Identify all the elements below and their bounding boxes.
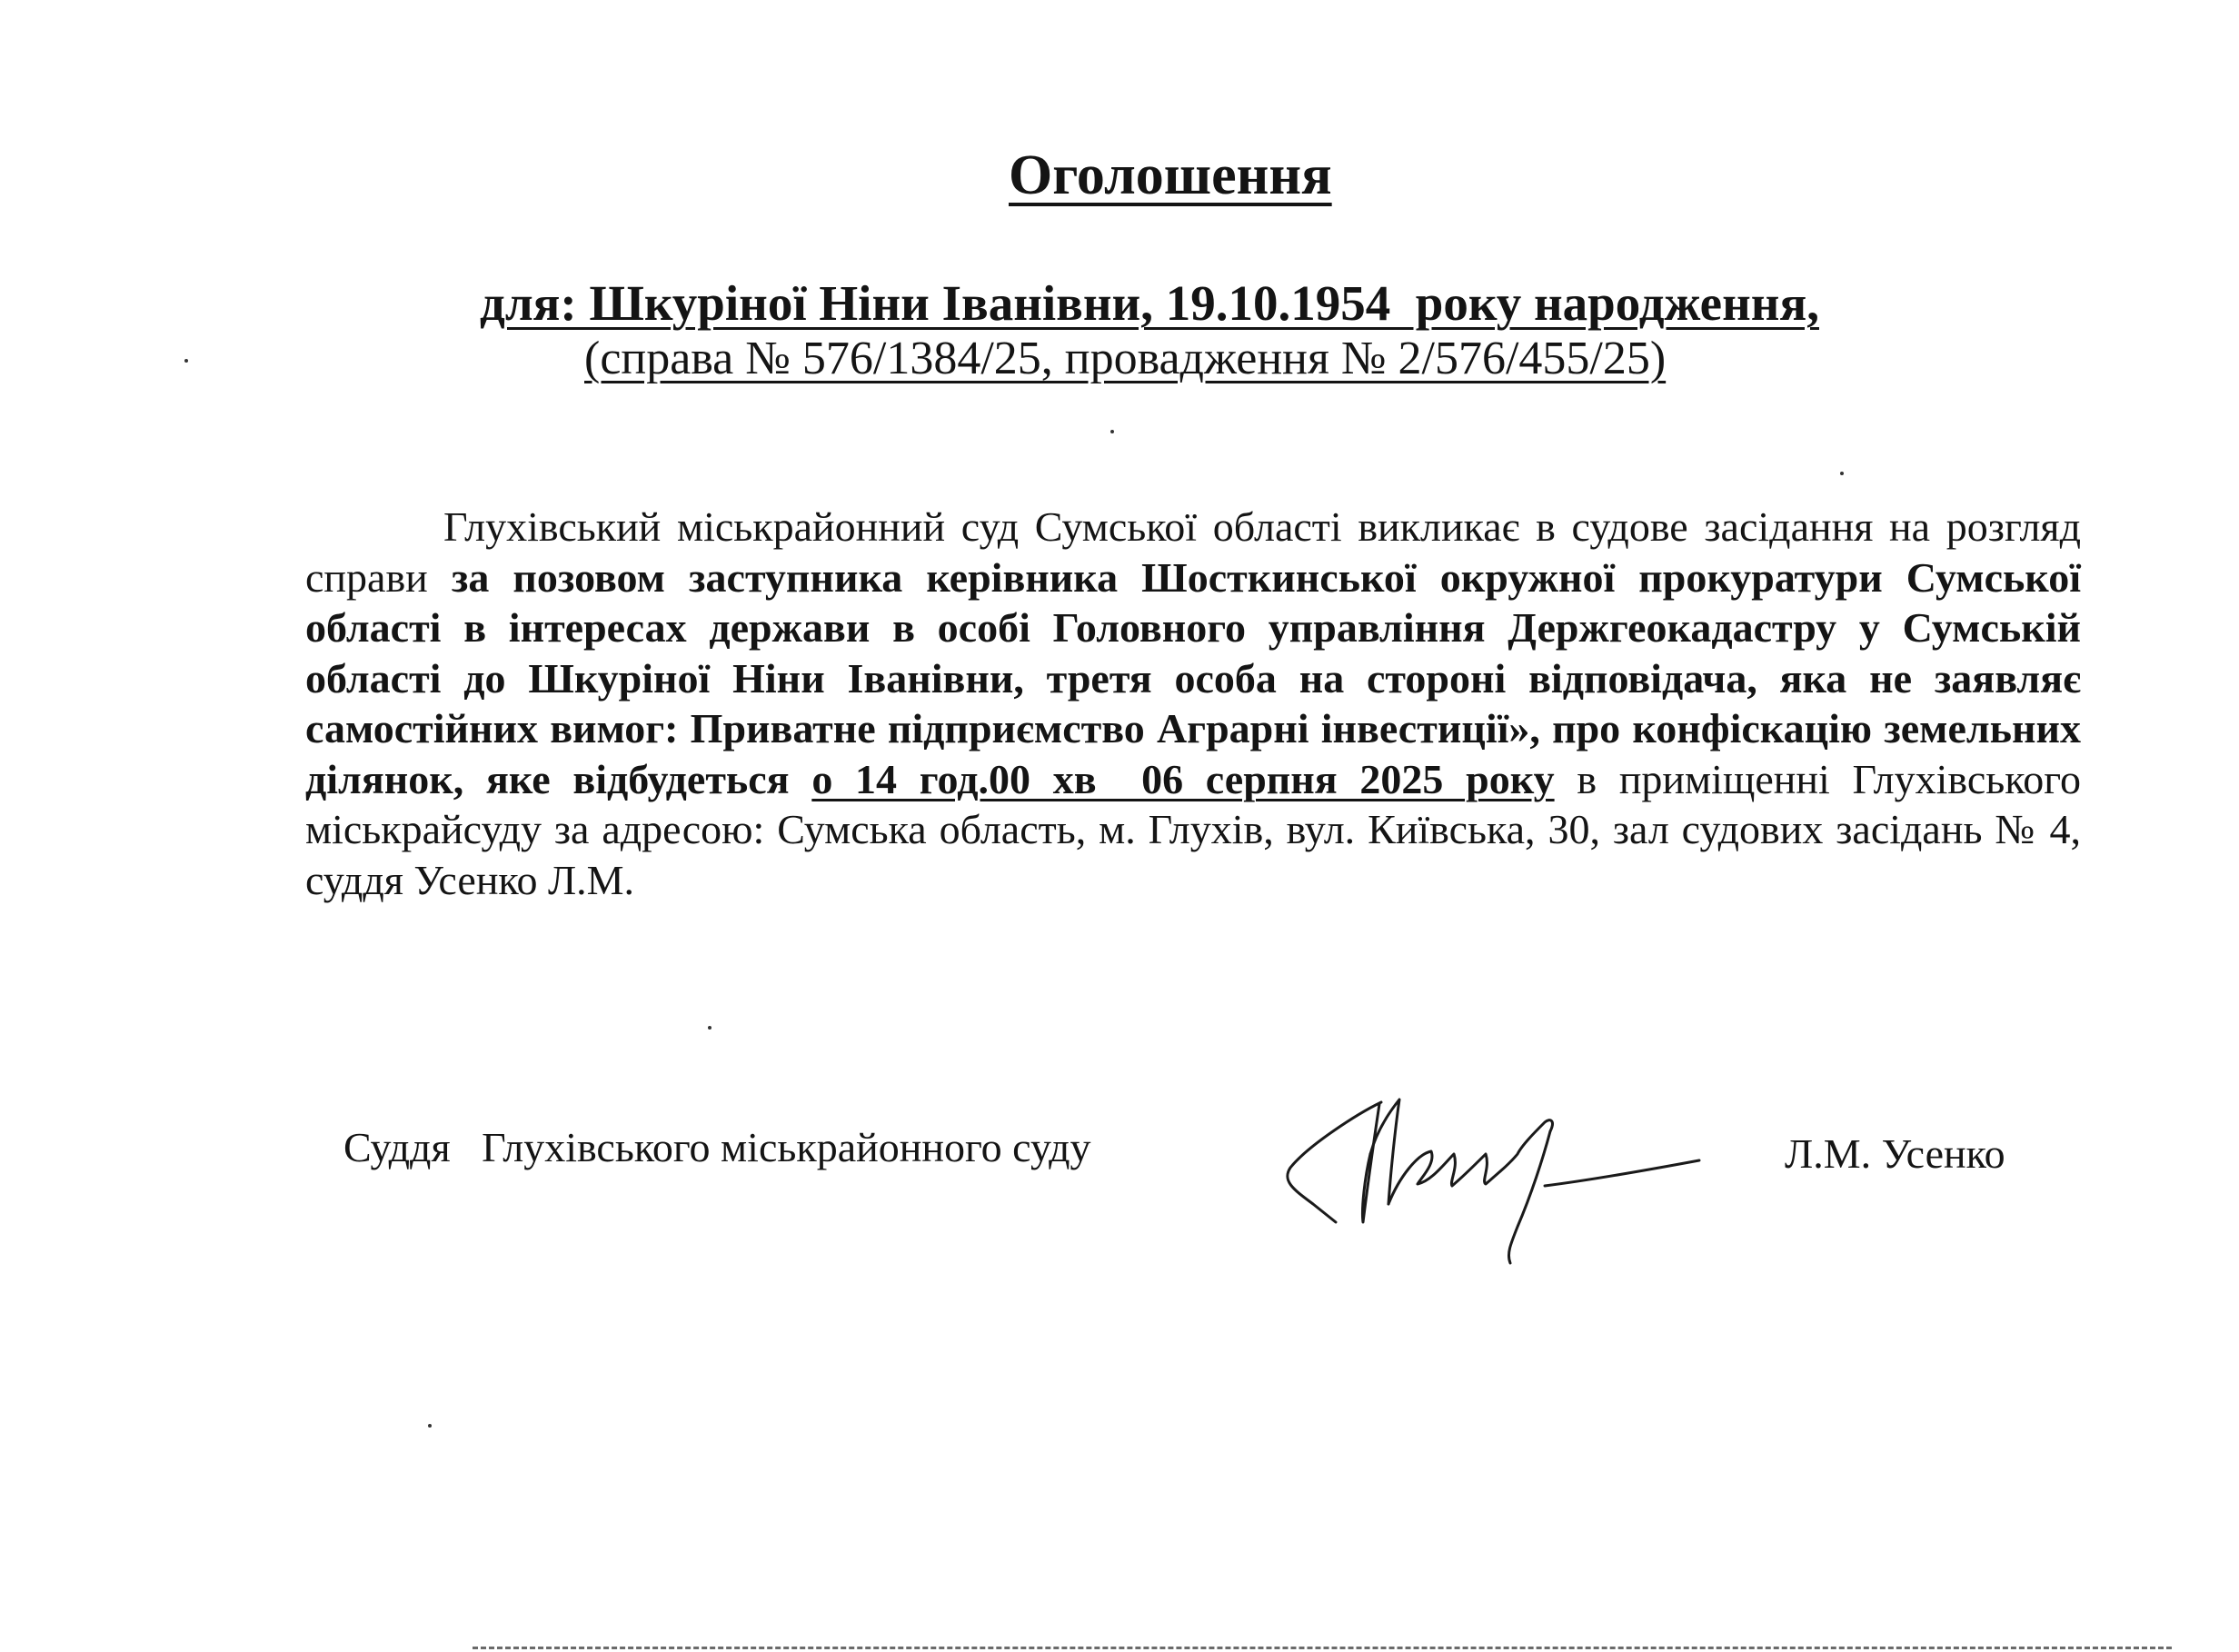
scan-speck <box>428 1424 432 1428</box>
announcement-body <box>305 502 2081 905</box>
case-reference: (справа № 576/1384/25, провадження № 2/576/455/25) <box>584 333 1667 384</box>
hearing-location: в приміщенні Глухівського міськрайсуду за адресою: Сумська область, м. Глухів, вул. Київська, 30, зал судових засідань № 4, суддя Усенко Л.М. <box>305 755 2081 903</box>
judge-name: Л.М. Усенко <box>1785 1130 2005 1177</box>
body-claim: за позовом заступника керівника Шосткинської окружної прокуратури Сумської області в інтересах держави в особі Головного управління Держгеокадастру у Сумській області до Шкуріної Ніни Іванівни, третя особа на стороні відповідача, яка не заявляє самостійних вимог: Приватне підприємство Аграрні інвестиції», про конфіскацію земельних ділянок, яке відбудеться <box>305 553 2081 802</box>
handwritten-signature <box>1272 1077 1727 1277</box>
document-title: Оголошення <box>1009 144 1332 206</box>
signature-role: Суддя Глухівського міськрайонного суду <box>343 1124 1091 1170</box>
hearing-datetime: о 14 год.00 хв 06 серпня 2025 року <box>811 755 1555 802</box>
scan-speck <box>1840 472 1844 475</box>
recipient-line: для: Шкуріної Ніни Іванівни, 19.10.1954 року народження, <box>480 275 1819 331</box>
bottom-rule <box>473 1647 2172 1649</box>
scan-speck <box>708 1026 712 1030</box>
body-intro: Глухівський міськрайонний суд Сумської області викликає в судове засідання на розгляд справи <box>305 503 2081 601</box>
scan-speck <box>1110 430 1114 433</box>
scan-speck <box>184 359 188 363</box>
